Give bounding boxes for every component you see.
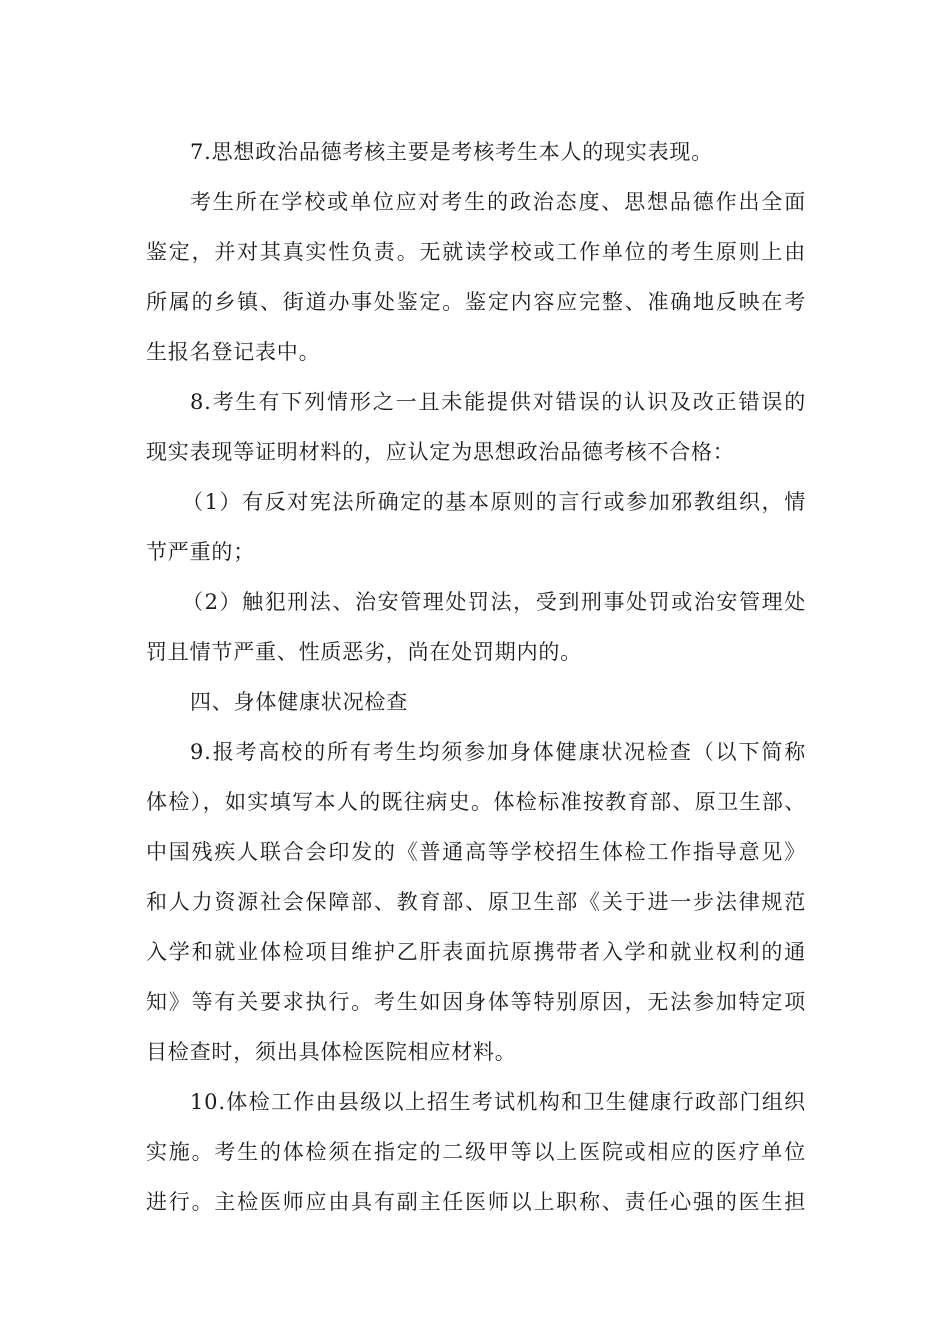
- paragraph-8-line-1: 8.考生有下列情形之一且未能提供对错误的认识及改正错误的: [190, 390, 806, 414]
- paragraph-7b-line-1: 考生所在学校或单位应对考生的政治态度、思想品德作出全面: [190, 190, 806, 214]
- paragraph-7b-line-2: 鉴定，并对其真实性负责。无就读学校或工作单位的考生原则上由: [146, 240, 806, 264]
- item-2-line-2: 罚且情节严重、性质恶劣，尚在处罚期内的。: [146, 640, 582, 664]
- paragraph-9-line-4: 和人力资源社会保障部、教育部、原卫生部《关于进一步法律规范: [146, 890, 806, 914]
- item-2-line-1: （2）触犯刑法、治安管理处罚法，受到刑事处罚或治安管理处: [182, 590, 806, 614]
- paragraph-8-line-2: 现实表现等证明材料的，应认定为思想政治品德考核不合格：: [146, 440, 735, 464]
- section-heading-health-check: 四、身体健康状况检查: [190, 690, 408, 714]
- paragraph-9-line-6: 知》等有关要求执行。考生如因身体等特别原因，无法参加特定项: [146, 990, 806, 1014]
- paragraph-10-line-1: 10.体检工作由县级以上招生考试机构和卫生健康行政部门组织: [190, 1090, 806, 1114]
- paragraph-9-line-2: 体检），如实填写本人的既往病史。体检标准按教育部、原卫生部、: [146, 790, 806, 814]
- paragraph-9-line-3: 中国残疾人联合会印发的《普通高等学校招生体检工作指导意见》: [146, 840, 806, 864]
- paragraph-7-line-1: 7.思想政治品德考核主要是考核考生本人的现实表现。: [190, 140, 714, 164]
- paragraph-9-line-7: 目检查时，须出具体检医院相应材料。: [146, 1040, 517, 1064]
- paragraph-9-line-5: 入学和就业体检项目维护乙肝表面抗原携带者入学和就业权利的通: [146, 940, 806, 964]
- paragraph-10-line-2: 实施。考生的体检须在指定的二级甲等以上医院或相应的医疗单位: [146, 1140, 806, 1164]
- paragraph-9-line-1: 9.报考高校的所有考生均须参加身体健康状况检查（以下简称: [190, 740, 806, 764]
- item-1-line-2: 节严重的；: [146, 540, 255, 564]
- item-1-line-1: （1）有反对宪法所确定的基本原则的言行或参加邪教组织，情: [182, 490, 806, 514]
- paragraph-7b-line-4: 生报名登记表中。: [146, 340, 321, 364]
- paragraph-7b-line-3: 所属的乡镇、街道办事处鉴定。鉴定内容应完整、准确地反映在考: [146, 290, 806, 314]
- paragraph-10-line-3: 进行。主检医师应由具有副主任医师以上职称、责任心强的医生担: [146, 1190, 806, 1214]
